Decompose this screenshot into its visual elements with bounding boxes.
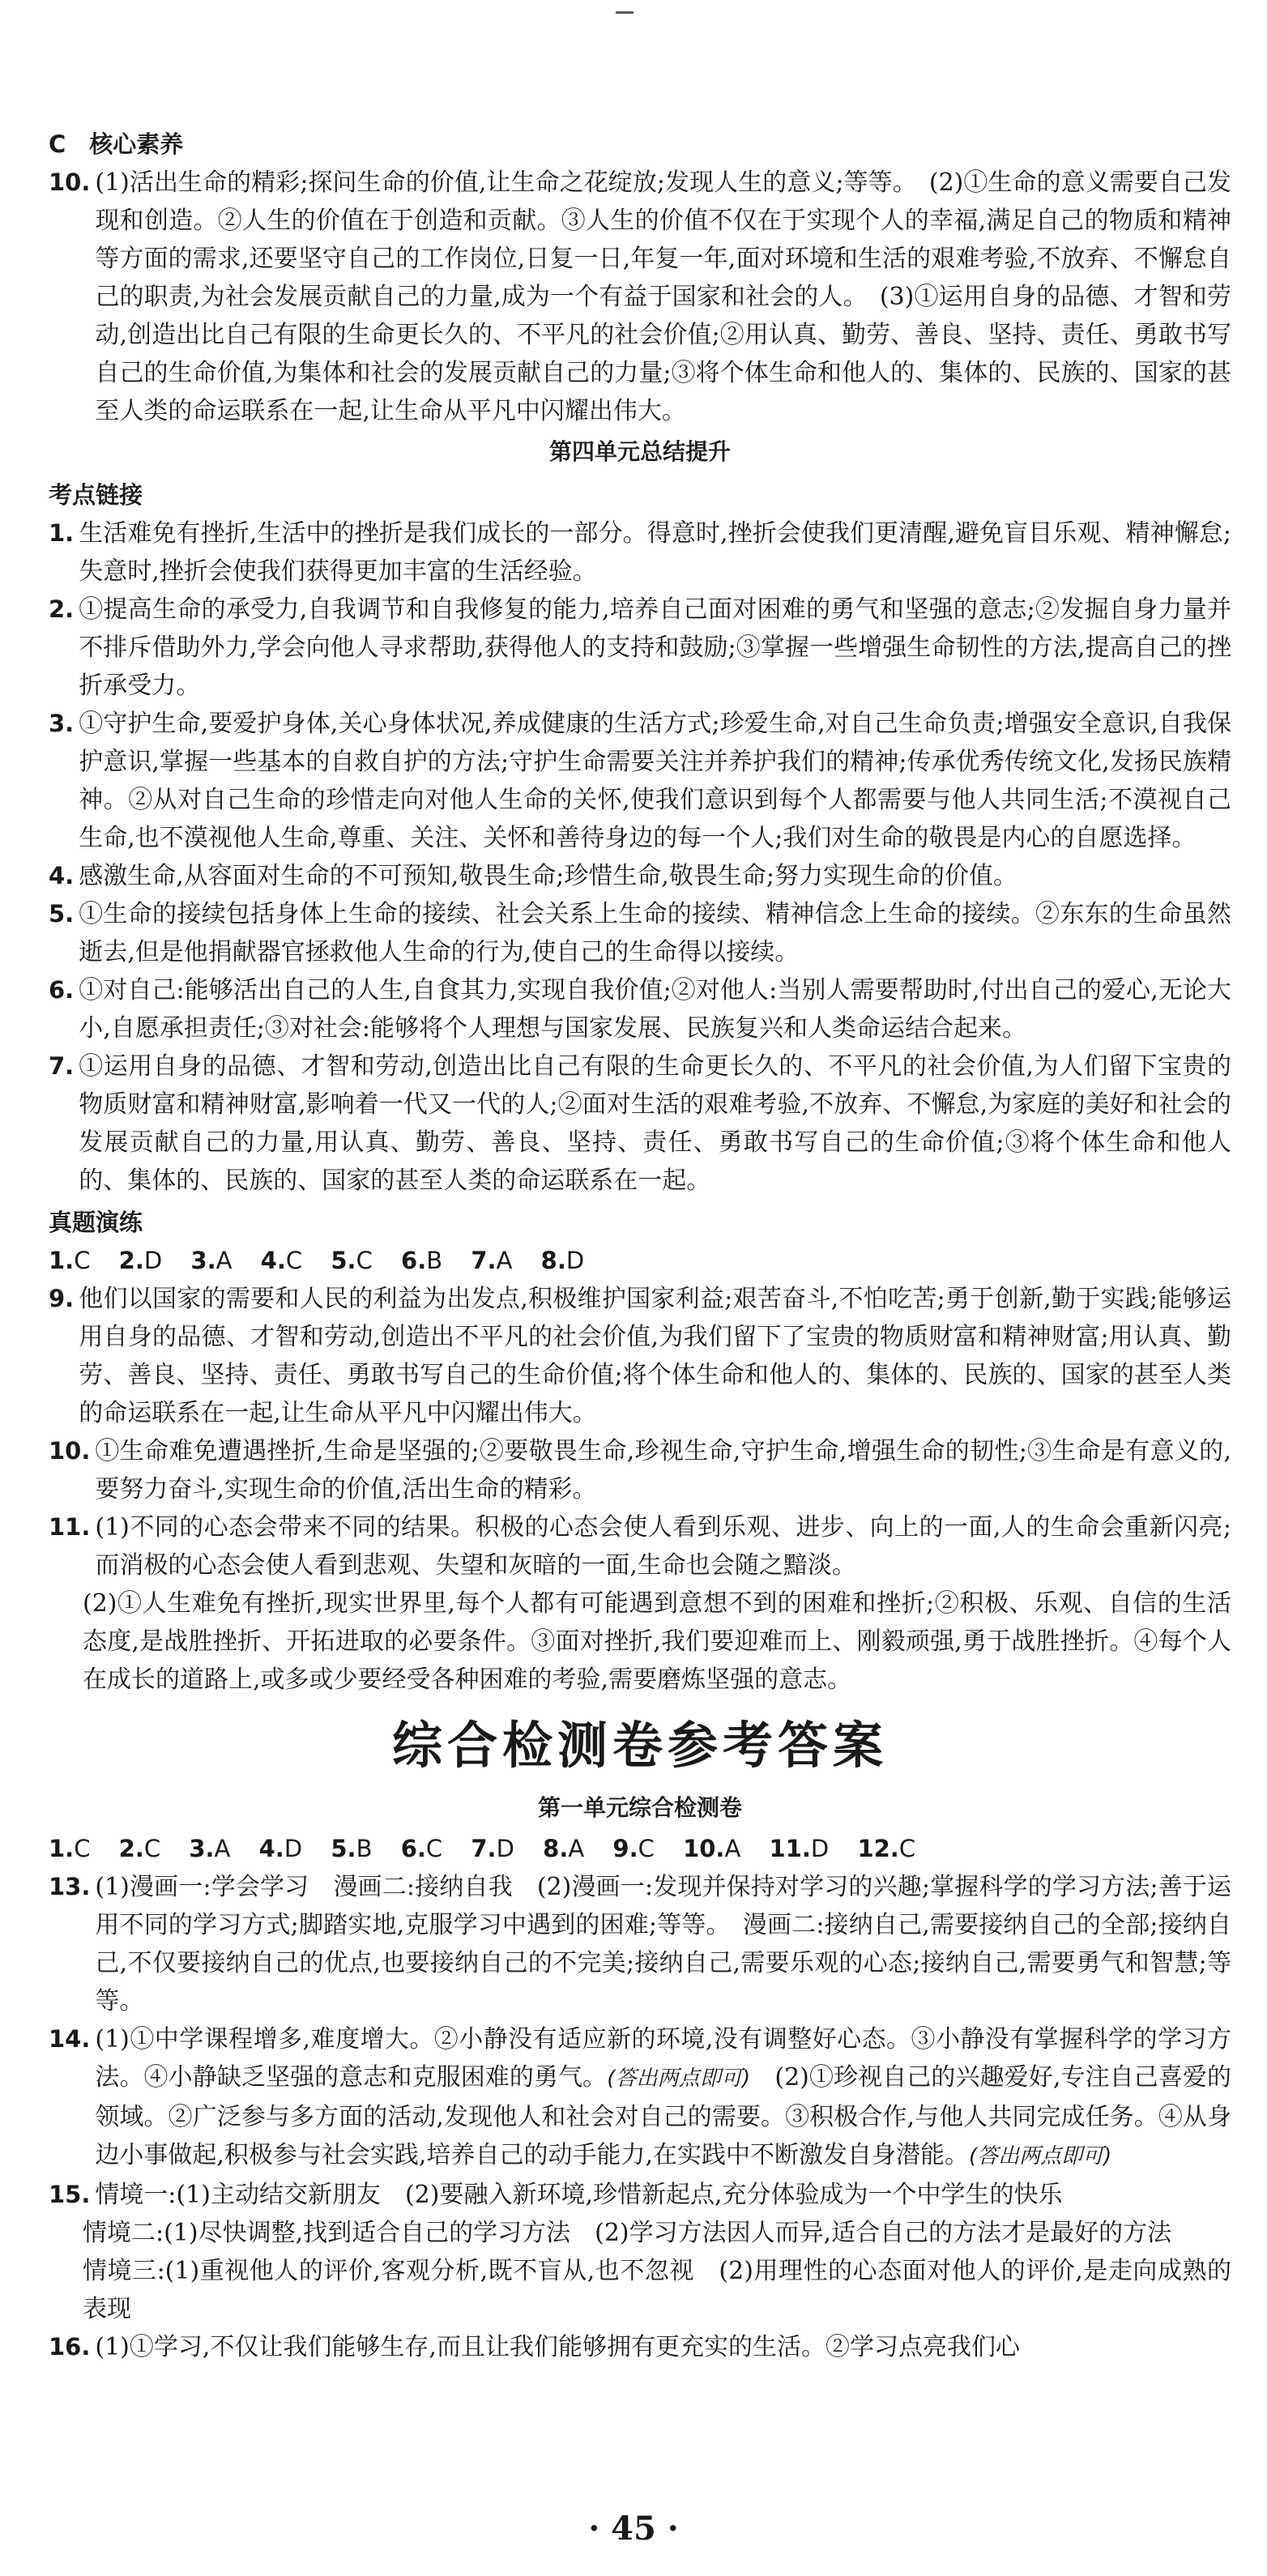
unit4-q11-part2: (2)①人生难免有挫折,现实世界里,每个人都有可能遇到意想不到的困难和挫折;②积极、乐观、自信的生活态度,是战胜挫折、开拓进取的必要条件。③面对挫折,我们要迎难而上、刚毅顽强,勇于战胜挫折。④每个人在成长的道路上,或多或少要经受各种困难的考验,需要磨炼坚强的意志。 [83,1589,1231,1694]
grading-note: (答出两点即可) [968,2144,1112,2169]
answer-text: 生活难免有挫折,生活中的挫折是我们成长的一部分。得意时,挫折会使我们更清醒,避免盲目乐观、精神懈怠;失意时,挫折会使我们获得更加丰富的生活经验。 [79,519,1231,586]
question-number: 16. [49,2333,91,2361]
answer-text: (1)活出生命的精彩;探问生命的价值,让生命之花绽放;发现人生的意义;等等。 (2)①生命的意义需要自己发现和创造。②人生的价值在于创造和贡献。③人生的价值不仅在于实现个人的幸福,满足自己的物质和精神等方面的需求,还要坚守自己的工作岗位,日复一日,年复一年,面对环境和生活的艰难考验,不放弃、不懈怠自己的职责,为社会发展贡献自己的力量,成为一个有益于国家和社会的人。 (3)①运用自身的品德、才智和劳动,创造出比自己有限的生命更长久的、不平凡的社会价值;②用认真、勤劳、善良、坚持、责任、勇敢书写自己的生命价值,为集体和社会的发展贡献自己的力量;③将个体生命和他人的、集体的、民族的、国家的甚至人类的命运联系在一起,让生命从平凡中闪耀出伟大。 [95,168,1231,425]
question-number: 9. [49,1285,75,1312]
unit4-item-6 [49,971,1231,1047]
unit4-item-1 [49,514,1231,591]
unit4-choice-answers: 1.C 2.D 3.A 4.C 5.C 6.B 7.A 8.D [49,1247,585,1274]
question-number: 6. [49,976,75,1004]
answer-text: ①对自己:能够活出自己的人生,自食其力,实现自我价值;②对他人:当别人需要帮助时,付出自己的爱心,无论大小,自愿承担责任;③对社会:能够将个人理想与国家发展、民族复兴和人类命运结合起来。 [79,976,1231,1043]
unit1-q16 [49,2328,1231,2366]
question-number: 5. [49,900,75,928]
unit1-choice-answers: 1.C 2.C 3.A 4.D 5.B 6.C 7.D 8.A 9.C 10.A 11.D 12.C [49,1835,916,1862]
unit4-item-2 [49,591,1231,705]
question-number: 11. [49,1513,91,1541]
unit4-item-3 [49,705,1231,857]
answer-text: ①生命难免遭遇挫折,生命是坚强的;②要敬畏生命,珍视生命,守护生命,增强生命的韧性;③生命是有意义的,要努力奋斗,实现生命的价值,活出生命的精彩。 [95,1437,1231,1503]
question-number: 10. [49,168,91,196]
zhenti-label: 真题演练 [49,1209,143,1236]
section-c-q10 [49,164,1231,430]
section-c-label: C 核心素养 [49,130,184,158]
top-mark [616,11,634,14]
answer-page [49,122,1231,2366]
answer-text: 他们以国家的需要和人民的利益为出发点,积极维护国家利益;艰苦奋斗,不怕吃苦;勇于创新,勤于实践;能够运用自身的品德、才智和劳动,创造出不平凡的社会价值,为我们留下了宝贵的物质财富和精神财富;用认真、勤劳、善良、坚持、责任、勇敢书写自己的生命价值;将个体生命和他人的、集体的、民族的、国家的甚至人类的命运联系在一起,让生命从平凡中闪耀出伟大。 [79,1285,1231,1427]
answer-text: ①提高生命的承受力,自我调节和自我修复的能力,培养自己面对困难的勇气和坚强的意志;②发掘自身力量并不排斥借助外力,学会向他人寻求帮助,获得他人的支持和鼓励;③掌握一些增强生命韧性的方法,提高自己的挫折承受力。 [79,595,1231,700]
unit4-item-5 [49,895,1231,971]
answer-text: (1)①学习,不仅让我们能够生存,而且让我们能够拥有更充实的生活。②学习点亮我们心 [95,2333,1020,2361]
answer-text: 感激生命,从容面对生命的不可预知,敬畏生命;珍惜生命,敬畏生命;努力实现生命的价值。 [79,862,1018,890]
unit4-q11 [49,1508,1231,1584]
comprehensive-title: 综合检测卷参考答案 [391,1716,888,1775]
unit1-q14 [49,2020,1231,2176]
unit1-q15 [49,2176,1231,2214]
page-number: · 45 · [588,2510,679,2548]
question-number: 13. [49,1873,91,1900]
unit4-item-4 [49,857,1231,895]
unit4-item-7 [49,1047,1231,1200]
answer-text: (1)不同的心态会带来不同的结果。积极的心态会使人看到乐观、进步、向上的一面,人的生命会重新闪亮;而消极的心态会使人看到悲观、失望和灰暗的一面,生命也会随之黯淡。 [95,1513,1231,1580]
unit1-heading: 第一单元综合检测卷 [537,1794,742,1821]
question-number: 2. [49,595,75,623]
unit4-q10 [49,1432,1231,1508]
unit1-q15-scenario2: 情境二:(1)尽快调整,找到适合自己的学习方法 (2)学习方法因人而异,适合自己的方法才是最好的方法 [83,2219,1172,2247]
unit1-q15-scenario3: 情境三:(1)重视他人的评价,客观分析,既不盲从,也不忽视 (2)用理性的心态面对他人的评价,是走向成熟的表现 [83,2257,1231,2323]
answer-text: 情境一:(1)主动结交新朋友 (2)要融入新环境,珍惜新起点,充分体验成为一个中学生的快乐 [95,2181,1063,2209]
answer-text: (1)①中学课程增多,难度增大。②小静没有适应新的环境,没有调整好心态。③小静没有掌握科学的学习方法。④小静缺乏坚强的意志和克服困难的勇气。(答出两点即可) (2)①珍视自己的兴趣爱好,专注自己喜爱的领域。②广泛参与多方面的活动,发现他人和社会对自己的需要。③积极合作,与他人共同完成任务。④从身边小事做起,积极参与社会实践,培养自己的动手能力,在实践中不断激发自身潜能。(答出两点即可) [95,2025,1232,2169]
unit4-heading: 第四单元总结提升 [548,438,731,465]
question-number: 3. [49,710,75,737]
kaodian-label: 考点链接 [49,481,143,509]
question-number: 7. [49,1052,75,1080]
question-number: 1. [49,519,75,547]
question-number: 10. [49,1437,91,1465]
answer-text: ①运用自身的品德、才智和劳动,创造出比自己有限的生命更长久的、不平凡的社会价值,为人们留下宝贵的物质财富和精神财富,影响着一代又一代的人;②面对生活的艰难考验,不放弃、不懈怠,为家庭的美好和社会的发展贡献自己的力量,用认真、勤劳、善良、坚持、责任、勇敢书写自己的生命价值;③将个体生命和他人的、集体的、民族的、国家的甚至人类的命运联系在一起。 [79,1052,1231,1195]
question-number: 15. [49,2181,91,2208]
answer-text: (1)漫画一:学会学习 漫画二:接纳自我 (2)漫画一:发现并保持对学习的兴趣;掌握科学的学习方法;善于运用不同的学习方式;脚踏实地,克服学习中遇到的困难;等等。 漫画二:接纳自己,需要接纳自己的全部;接纳自己,不仅要接纳自己的优点,也要接纳自己的不完美;接纳自己,需要乐观的心态;接纳自己,需要勇气和智慧;等等。 [95,1873,1231,2015]
answer-text: ①守护生命,要爱护身体,关心身体状况,养成健康的生活方式;珍爱生命,对自己生命负责;增强安全意识,自我保护意识,掌握一些基本的自救自护的方法;守护生命需要关注并养护我们的精神;传承优秀传统文化,发扬民族精神。②从对自己生命的珍惜走向对他人生命的关怀,使我们意识到每个人都需要与他人共同生活;不漠视自己生命,也不漠视他人生命,尊重、关注、关怀和善待身边的每一个人;我们对生命的敬畏是内心的自愿选择。 [79,710,1231,852]
unit4-q9 [49,1280,1231,1432]
question-number: 14. [49,2025,91,2053]
unit1-q13 [49,1868,1231,2020]
answer-text: ①生命的接续包括身体上生命的接续、社会关系上生命的接续、精神信念上生命的接续。②东东的生命虽然逝去,但是他捐献器官拯救他人生命的行为,使自己的生命得以接续。 [79,900,1231,966]
question-number: 4. [49,862,75,889]
grading-note: (答出两点即可) [607,2066,751,2091]
